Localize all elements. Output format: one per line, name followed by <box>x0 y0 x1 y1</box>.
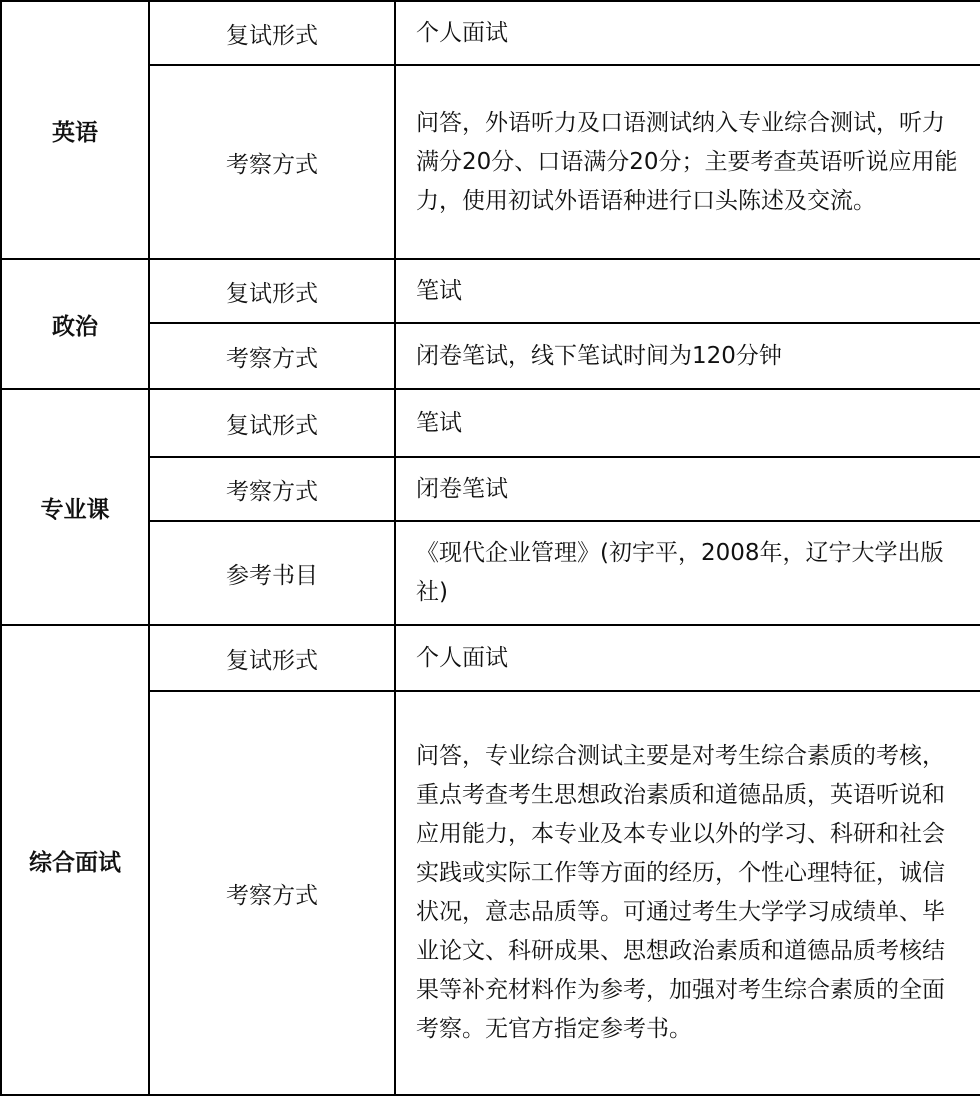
subject-politics: 政治 <box>2 260 150 390</box>
subject-major-course: 专业课 <box>2 390 150 626</box>
row-value <box>396 66 980 260</box>
row-label: 参考书目 <box>150 522 396 626</box>
row-value-text: 个人面试 <box>416 19 508 46</box>
row-label: 复试形式 <box>150 2 396 66</box>
row-label: 复试形式 <box>150 260 396 324</box>
row-value-text: 闭卷笔试 <box>416 475 508 502</box>
row-label: 复试形式 <box>150 390 396 458</box>
row-value <box>396 522 980 626</box>
row-value-text: 闭卷笔试，线下笔试时间为120分钟 <box>416 342 782 369</box>
subject-english: 英语 <box>2 2 150 260</box>
row-value-text: 笔试 <box>416 409 462 436</box>
row-value <box>396 260 980 324</box>
row-value-text: 个人面试 <box>416 644 508 671</box>
row-label: 考察方式 <box>150 692 396 1096</box>
row-value-text: 问答，专业综合测试主要是对考生综合素质的考核，重点考查考生思想政治素质和道德品质，英语听说和应用能力，本专业及本专业以外的学习、科研和社会实践或实际工作等方面的经历，个性心理特征，诚信状况，意志品质等。可通过考生大学学习成绩单、毕业论文、科研成果、思想政治素质和道德品质考核结果等补充材料作为参考，加强对考生综合素质的全面考察。无官方指定参考书。 <box>416 743 945 1042</box>
row-value <box>396 390 980 458</box>
row-value <box>396 2 980 66</box>
row-label: 考察方式 <box>150 458 396 522</box>
row-label: 复试形式 <box>150 626 396 692</box>
row-value-text: 《现代企业管理》(初宇平，2008年，辽宁大学出版社) <box>416 540 944 605</box>
row-value <box>396 692 980 1096</box>
row-label: 考察方式 <box>150 66 396 260</box>
row-label: 考察方式 <box>150 324 396 390</box>
row-value <box>396 626 980 692</box>
subject-comprehensive-interview: 综合面试 <box>2 626 150 1096</box>
row-value-text: 笔试 <box>416 277 462 304</box>
row-value <box>396 324 980 390</box>
row-value-text: 问答，外语听力及口语测试纳入专业综合测试，听力满分20分、口语满分20分；主要考查英语听说应用能力，使用初试外语语种进行口头陈述及交流。 <box>416 109 958 214</box>
row-value <box>396 458 980 522</box>
